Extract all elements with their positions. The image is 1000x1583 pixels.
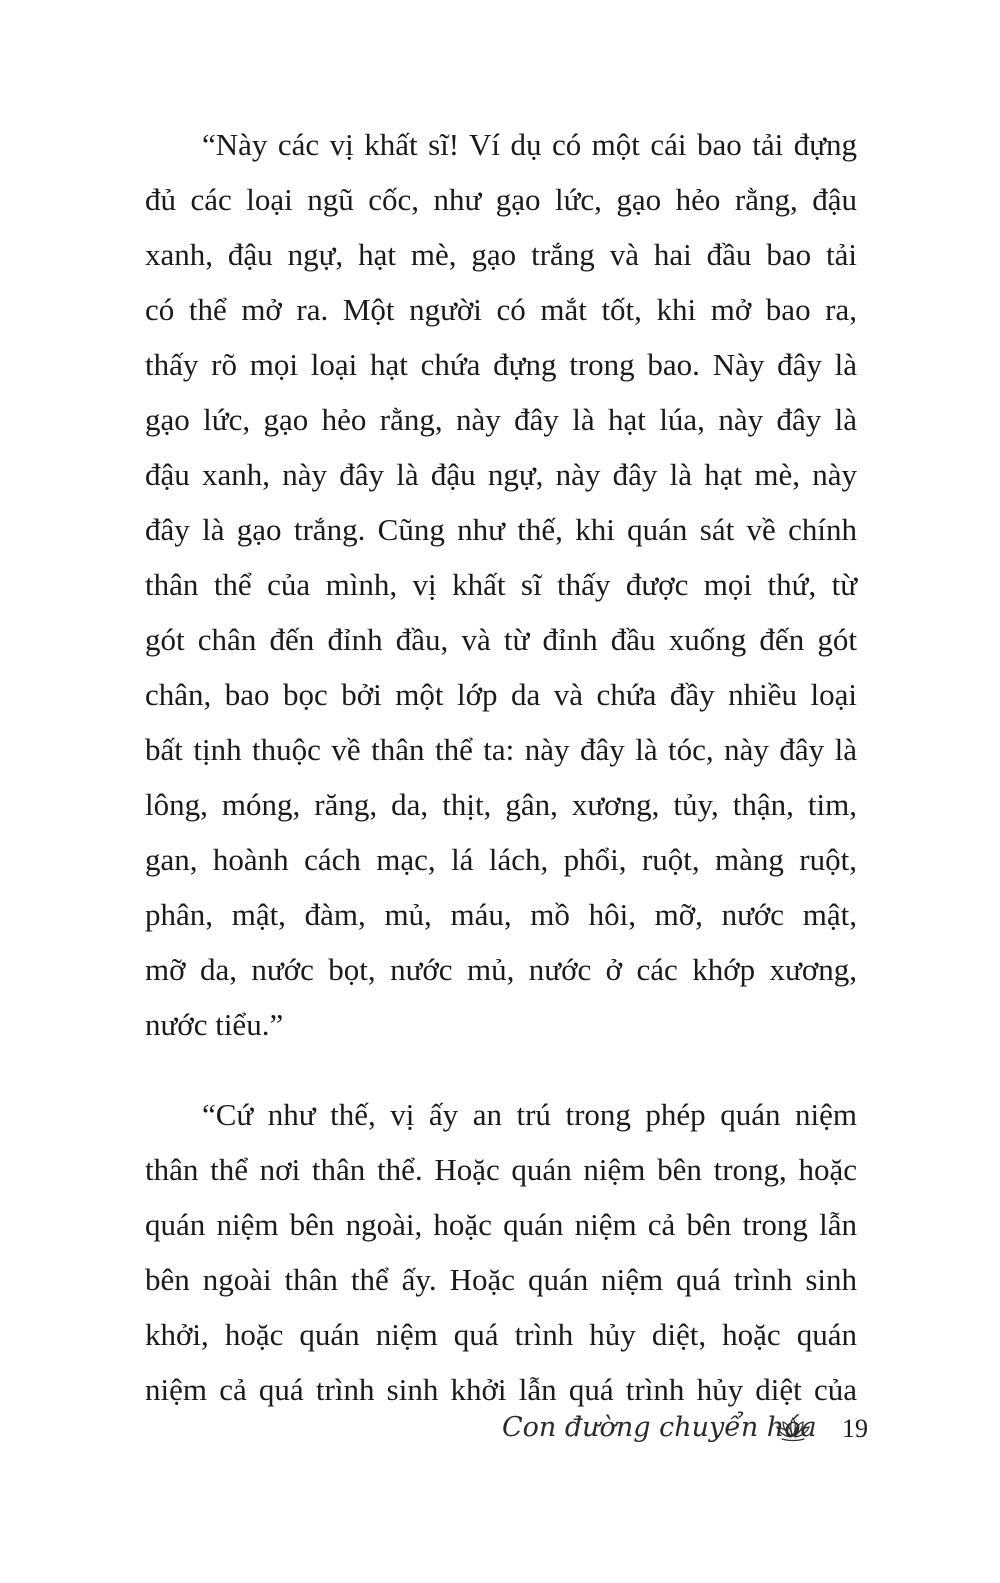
page-number: 19 bbox=[842, 1414, 868, 1443]
paragraph-1 bbox=[145, 117, 857, 1052]
text-line: thấy rõ mọi loại hạt chứa đựng trong bao. Này đây là bbox=[145, 347, 857, 382]
text-line: thân thể nơi thân thể. Hoặc quán niệm bên trong, hoặc bbox=[145, 1152, 857, 1187]
text-line: bất tịnh thuộc về thân thể ta: này đây là tóc, này đây là bbox=[145, 732, 857, 767]
text-line: gót chân đến đỉnh đầu, và từ đỉnh đầu xuống đến gót bbox=[145, 622, 857, 657]
text-line: lông, móng, răng, da, thịt, gân, xương, tủy, thận, tim, bbox=[145, 787, 857, 822]
book-title: Con đường chuyển hóa bbox=[502, 1412, 817, 1443]
text-line: thân thể của mình, vị khất sĩ thấy được mọi thứ, từ bbox=[145, 567, 857, 602]
text-line: “Cứ như thế, vị ấy an trú trong phép quán niệm bbox=[202, 1097, 857, 1132]
text-line: bên ngoài thân thể ấy. Hoặc quán niệm quá trình sinh bbox=[145, 1262, 857, 1297]
text-line: khởi, hoặc quán niệm quá trình hủy diệt, hoặc quán bbox=[145, 1317, 857, 1352]
text-line: phân, mật, đàm, mủ, máu, mồ hôi, mỡ, nước mật, bbox=[145, 897, 857, 932]
text-line: “Này các vị khất sĩ! Ví dụ có một cái bao tải đựng bbox=[202, 127, 857, 162]
text-line: gạo lức, gạo hẻo rằng, này đây là hạt lúa, này đây là bbox=[145, 402, 857, 437]
text-line: đậu xanh, này đây là đậu ngự, này đây là hạt mè, này bbox=[145, 457, 857, 492]
paragraph-2 bbox=[145, 1087, 857, 1417]
text-line: đủ các loại ngũ cốc, như gạo lức, gạo hẻo rằng, đậu bbox=[145, 182, 857, 217]
page-footer bbox=[490, 1410, 870, 1450]
text-line: gan, hoành cách mạc, lá lách, phổi, ruột, màng ruột, bbox=[145, 842, 857, 877]
text-line: xanh, đậu ngự, hạt mè, gạo trắng và hai đầu bao tải bbox=[145, 237, 857, 272]
text-line: chân, bao bọc bởi một lớp da và chứa đầy nhiều loại bbox=[145, 677, 857, 712]
lotus-icon bbox=[774, 1414, 812, 1444]
text-line: có thể mở ra. Một người có mắt tốt, khi mở bao ra, bbox=[145, 292, 857, 327]
text-line: đây là gạo trắng. Cũng như thế, khi quán sát về chính bbox=[145, 512, 857, 547]
text-line: mỡ da, nước bọt, nước mủ, nước ở các khớp xương, bbox=[145, 952, 857, 987]
text-line: quán niệm bên ngoài, hoặc quán niệm cả bên trong lẫn bbox=[145, 1207, 857, 1242]
text-line: nước tiểu.” bbox=[145, 1007, 284, 1042]
text-line: niệm cả quá trình sinh khởi lẫn quá trình hủy diệt của bbox=[145, 1372, 857, 1407]
